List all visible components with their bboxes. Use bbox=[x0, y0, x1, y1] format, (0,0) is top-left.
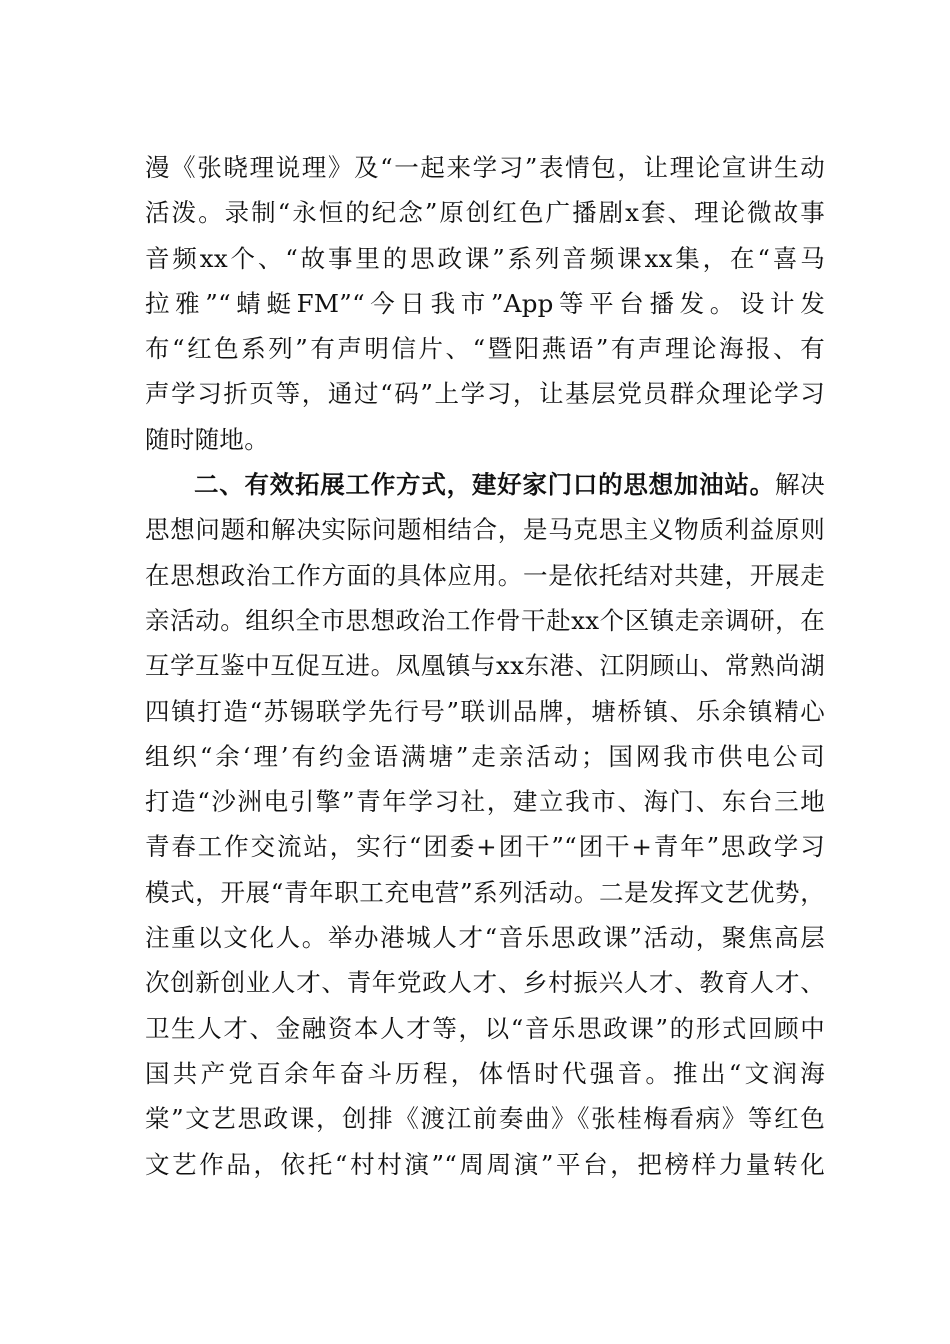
text-line: 声学习折页等，通过“码”上学习，让基层党员群众理论学习 bbox=[145, 379, 825, 409]
text-line: 互学互鉴中互促互进。凤凰镇与xx东港、江阴顾山、常熟尚湖 bbox=[145, 651, 825, 681]
text-line: 注重以文化人。举办港城人才“音乐思政课”活动，聚焦高层 bbox=[145, 923, 825, 953]
text-line: 文艺作品，依托“村村演”“周周演”平台，把榜样力量转化 bbox=[145, 1149, 825, 1179]
text-line: 组织“余‘理’有约金语满塘”走亲活动；国网我市供电公司 bbox=[145, 741, 825, 771]
text-line: 四镇打造“苏锡联学先行号”联训品牌，塘桥镇、乐余镇精心 bbox=[145, 696, 825, 726]
text-line: 音频xx个、“故事里的思政课”系列音频课xx集，在“喜马 bbox=[145, 243, 825, 273]
text-line: 活泼。录制“永恒的纪念”原创红色广播剧x套、理论微故事 bbox=[145, 198, 825, 228]
text-line: 棠”文艺思政课，创排《渡江前奏曲》《张桂梅看病》等红色 bbox=[145, 1104, 825, 1134]
section-heading: 二、有效拓展工作方式，建好家门口的思想加油站。 bbox=[194, 470, 775, 500]
text-line: 卫生人才、金融资本人才等，以“音乐思政课”的形式回顾中 bbox=[145, 1013, 825, 1043]
text-line: 布“红色系列”有声明信片、“暨阳燕语”有声理论海报、有 bbox=[145, 334, 825, 364]
document-body bbox=[145, 145, 825, 1187]
text-line: 国共产党百余年奋斗历程，体悟时代强音。推出“文润海 bbox=[145, 1058, 825, 1088]
paragraph-2-first-line bbox=[145, 462, 825, 507]
text-line: 次创新创业人才、青年党政人才、乡村振兴人才、教育人才、 bbox=[145, 968, 825, 998]
text-line: 亲活动。组织全市思想政治工作骨干赴xx个区镇走亲调研，在 bbox=[145, 605, 825, 635]
heading-line-continuation: 解决 bbox=[774, 470, 825, 500]
text-line: 随时随地。 bbox=[145, 424, 269, 454]
text-line: 思想问题和解决实际问题相结合，是马克思主义物质利益原则 bbox=[145, 515, 825, 545]
text-line: 模式，开展“青年职工充电营”系列活动。二是发挥文艺优势， bbox=[145, 877, 825, 907]
text-line: 在思想政治工作方面的具体应用。一是依托结对共建，开展走 bbox=[145, 560, 825, 590]
text-line: 拉雅”“蜻蜓FM”“今日我市”App等平台播发。设计发 bbox=[145, 288, 825, 318]
paragraph-1 bbox=[145, 145, 825, 462]
text-line: 漫《张晓理说理》及“一起来学习”表情包，让理论宣讲生动 bbox=[145, 153, 825, 182]
text-line: 打造“沙洲电引擎”青年学习社，建立我市、海门、东台三地 bbox=[145, 787, 825, 817]
text-line: 青春工作交流站，实行“团委+团干”“团干+青年”思政学习 bbox=[145, 832, 825, 862]
paragraph-2 bbox=[145, 462, 825, 1187]
